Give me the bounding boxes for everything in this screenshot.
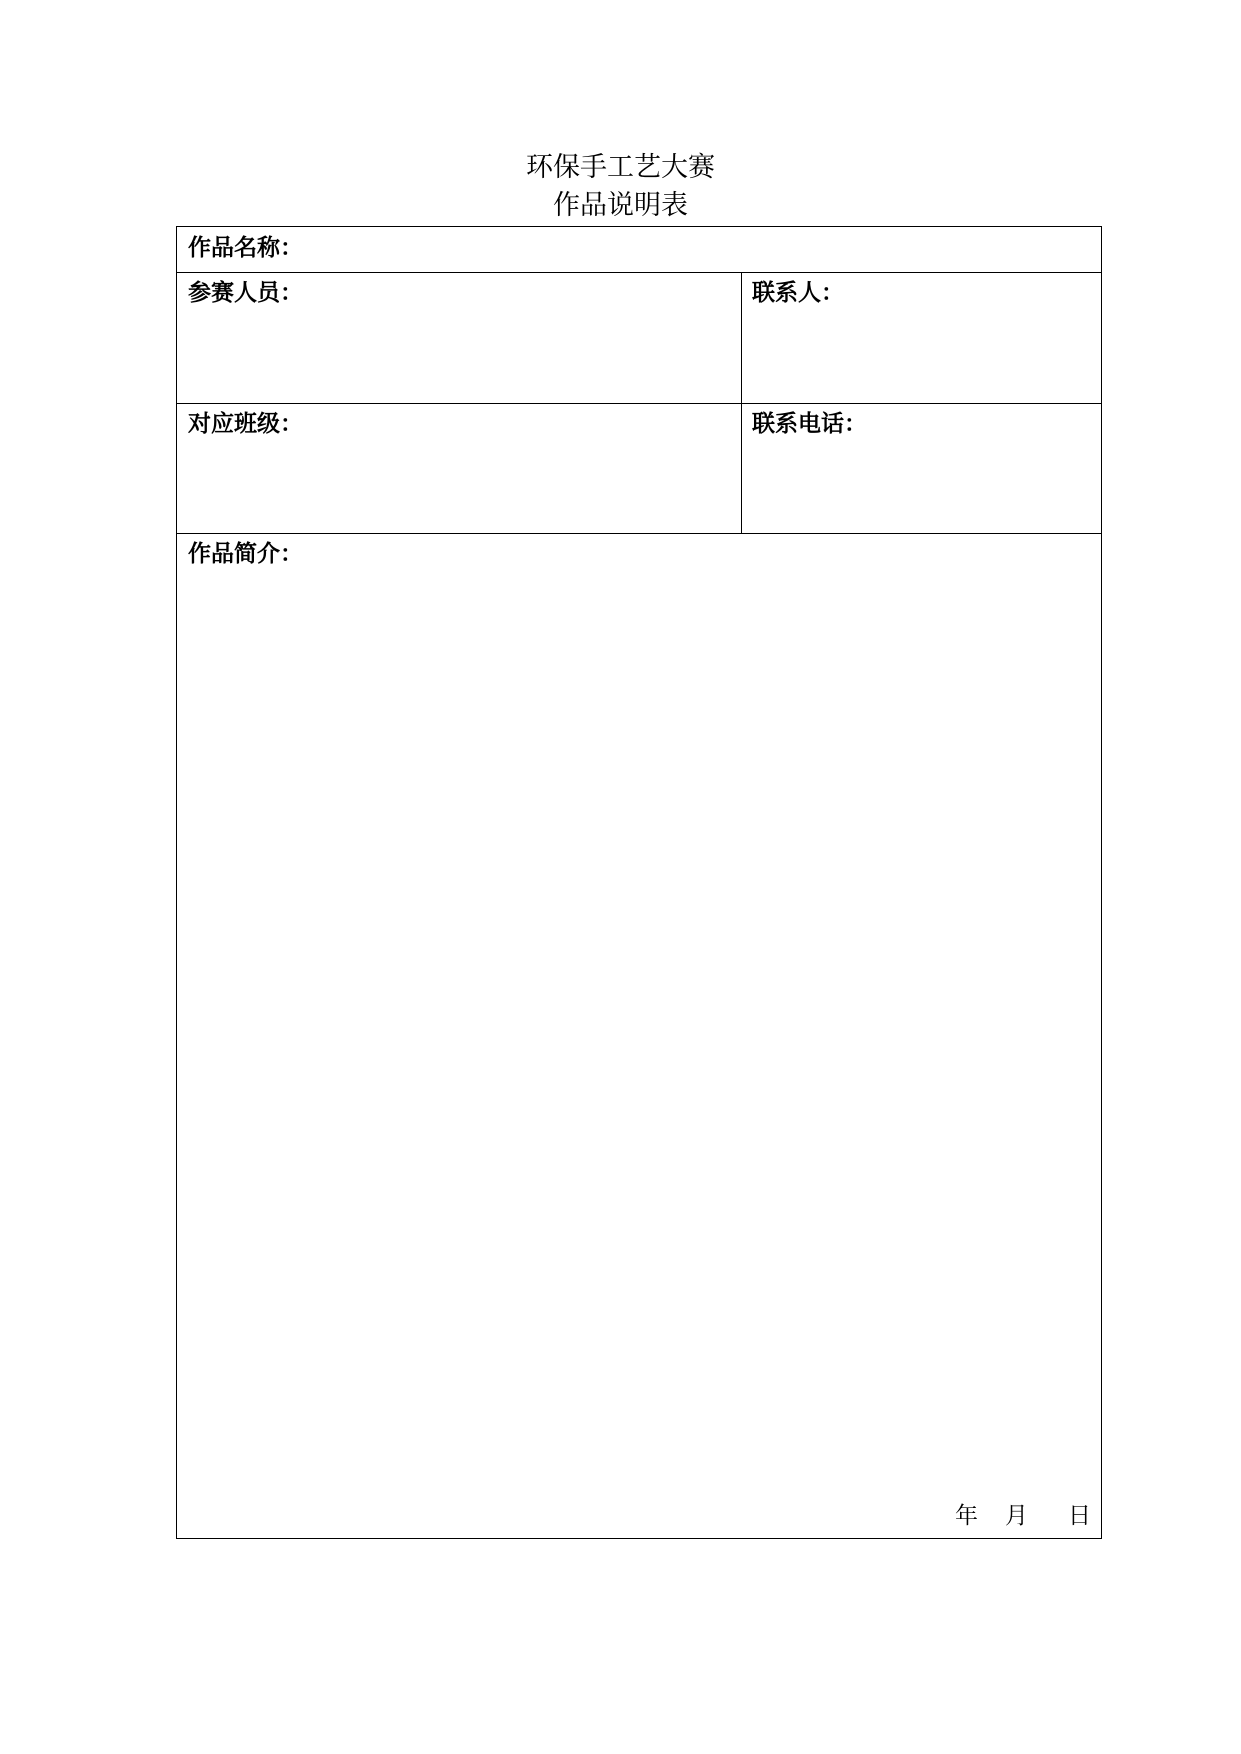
row-divider [177,272,1101,273]
contact-person-label: 联系人： [752,280,844,306]
work-name-label: 作品名称： [188,235,303,261]
description-label: 作品简介： [188,541,303,567]
row-divider [177,403,1101,404]
participants-label: 参赛人员： [188,280,303,306]
column-divider [741,272,742,533]
date-day-label: 日 [1068,1503,1091,1529]
document-subtitle: 作品说明表 [553,190,688,221]
date-month-label: 月 [1005,1503,1028,1529]
document-title: 环保手工艺大赛 [526,152,715,183]
entry-form-table [176,226,1102,1539]
row-divider [177,533,1101,534]
contact-phone-label: 联系电话： [752,411,867,437]
date-year-label: 年 [955,1503,978,1529]
class-label: 对应班级： [188,411,303,437]
